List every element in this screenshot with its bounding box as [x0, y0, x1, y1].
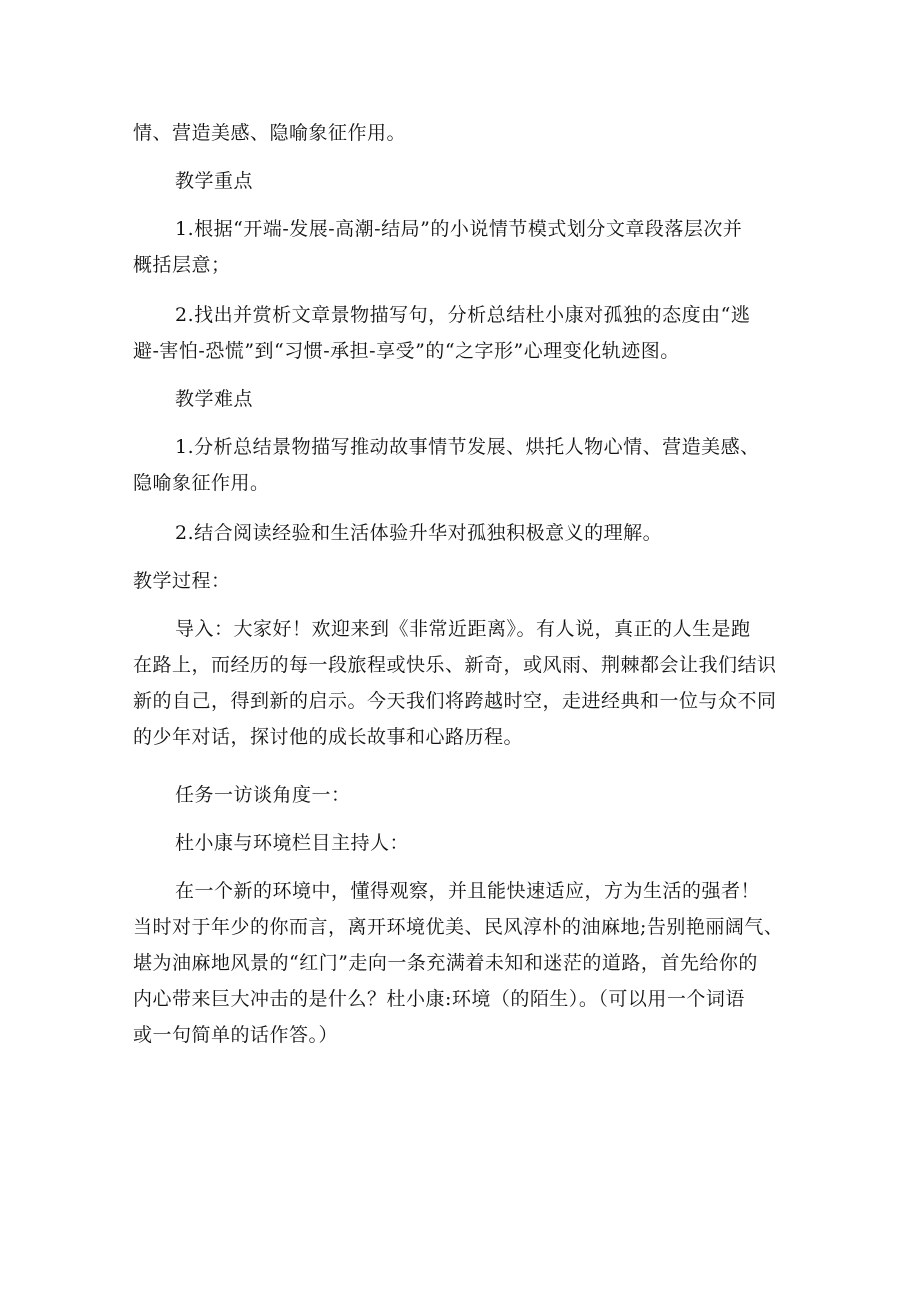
- text-line: 在路上，而经历的每一段旅程或快乐、新奇，或风雨、荆棘都会让我们结识: [133, 654, 777, 676]
- text-line: 教学重点: [175, 170, 254, 192]
- text-line: 杜小康与环境栏目主持人：: [175, 832, 410, 854]
- paragraph-difficulty-1: [133, 429, 793, 501]
- document-page: [133, 115, 793, 1053]
- text-line: 1.根据“开端-发展-高潮-结局”的小说情节模式划分文章段落层次并: [175, 218, 743, 240]
- paragraph-introduction: [133, 611, 793, 755]
- text-line: 2.找出并赏析文章景物描写句，分析总结杜小康对孤独的态度由“逃: [175, 304, 751, 326]
- heading-task-one: [133, 777, 793, 813]
- text-line: 任务一访谈角度一：: [175, 784, 351, 806]
- text-line: 在一个新的环境中，懂得观察，并且能快速适应，方为生活的强者！: [175, 880, 761, 902]
- text-line: 教学难点: [175, 388, 254, 410]
- heading-teaching-focus: [133, 163, 793, 199]
- heading-host-section: [133, 825, 793, 861]
- text-line: 教学过程：: [133, 570, 231, 592]
- heading-teaching-process: [133, 563, 793, 599]
- text-line: 1.分析总结景物描写推动故事情节发展、烘托人物心情、营造美感、: [175, 436, 760, 458]
- paragraph-continuation: [133, 115, 793, 151]
- text-line: 新的自己，得到新的启示。今天我们将跨越时空，走进经典和一位与众不同: [133, 690, 777, 712]
- text-line: 的少年对话，探讨他的成长故事和心路历程。: [133, 726, 524, 748]
- text-line: 隐喻象征作用。: [133, 472, 270, 494]
- heading-teaching-difficulty: [133, 381, 793, 417]
- text-line: 堪为油麻地风景的“红门”走向一条充满着未知和迷茫的道路，首先给你的: [133, 952, 758, 974]
- text-line: 情、营造美感、隐喻象征作用。: [133, 122, 407, 144]
- text-line: 2.结合阅读经验和生活体验升华对孤独积极意义的理解。: [175, 522, 663, 544]
- text-line: 当时对于年少的你而言，离开环境优美、民风淳朴的油麻地;告别艳丽阔气、: [133, 916, 784, 938]
- text-line: 或一句简单的话作答。）: [133, 1024, 339, 1046]
- paragraph-difficulty-2: [133, 515, 793, 551]
- text-line: 避-害怕-恐慌”到“习惯-承担-享受”的“之字形”心理变化轨迹图。: [133, 340, 680, 362]
- text-line: 内心带来巨大冲击的是什么？杜小康:环境（的陌生）。（可以用一个词语: [133, 988, 745, 1010]
- paragraph-focus-1: [133, 211, 793, 283]
- text-line: 导入：大家好！欢迎来到《非常近距离》。有人说，真正的人生是跑: [175, 618, 751, 640]
- text-line: 概括层意；: [133, 254, 231, 276]
- paragraph-host-question: [133, 873, 793, 1053]
- paragraph-focus-2: [133, 297, 793, 369]
